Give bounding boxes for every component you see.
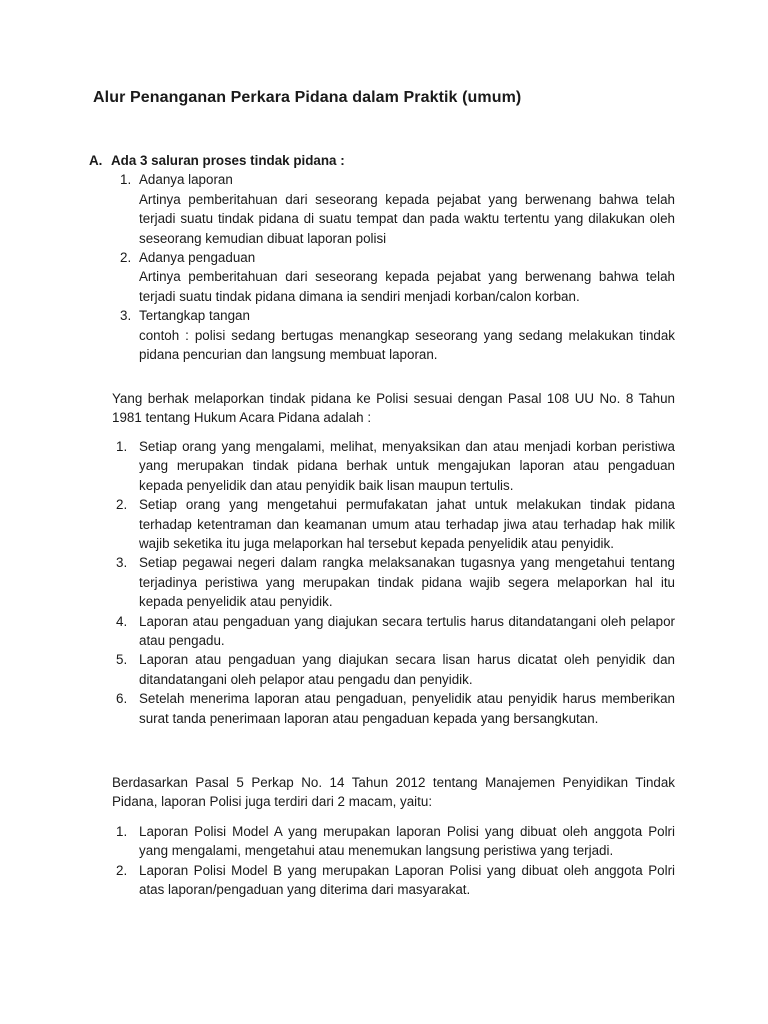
list-item (112, 553, 675, 611)
list-item-text: Laporan Polisi Model A yang merupakan laporan Polisi yang dibuat oleh anggota Polri yang mengalami, mengetahui atau menemukan langsung peristiwa yang terjadi. (139, 824, 675, 859)
list-item-number: 3. (116, 555, 128, 571)
list-item-text: Laporan atau pengaduan yang diajukan secara tertulis harus ditandatangani oleh pelapor atau pengadu. (139, 613, 675, 649)
list-item-description: contoh : polisi sedang bertugas menangkap seseorang yang sedang melakukan tindak pidana pencurian dan langsung membuat laporan. (139, 327, 675, 363)
section-a-list (89, 170, 675, 364)
list-item (112, 689, 675, 728)
list-item-text: Laporan atau pengaduan yang diajukan secara lisan harus dicatat oleh penyidik dan ditandatangani oleh pelapor atau pengadu dan penyidik. (139, 652, 675, 687)
list-item-number: 2. (116, 497, 128, 513)
list-item-number: 3. (120, 308, 132, 324)
list-item-label: Adanya laporan (139, 172, 233, 188)
list-item-number: 5. (116, 652, 128, 668)
list-item-number: 2. (120, 250, 132, 266)
list-item-number: 2. (116, 862, 128, 878)
list-item-text: Laporan Polisi Model B yang merupakan Laporan Polisi yang dibuat oleh anggota Polri atas laporan/pengaduan yang diterima dari masyarakat. (139, 862, 675, 898)
report-model-list (112, 822, 675, 900)
list-item-number: 1. (116, 824, 128, 839)
list-item-number: 1. (120, 172, 132, 188)
paragraph-pasal-108: Yang berhak melaporkan tindak pidana ke Polisi sesuai dengan Pasal 108 UU No. 8 Tahun 1981 tentang Hukum Acara Pidana adalah : (112, 391, 675, 426)
list-item-label: Tertangkap tangan (139, 308, 250, 324)
paragraph-perkap: Berdasarkan Pasal 5 Perkap No. 14 Tahun 2012 tentang Manajemen Penyidikan Tindak Pidana, laporan Polisi juga terdiri dari 2 macam, yaitu: (112, 775, 675, 810)
list-item (112, 861, 675, 900)
list-item (112, 437, 675, 495)
list-item (89, 248, 675, 306)
list-item (89, 306, 675, 364)
list-item-description: Artinya pemberitahuan dari seseorang kepada pejabat yang berwenang bahwa telah terjadi suatu tindak pidana dimana ia sendiri menjadi korban/calon korban. (139, 269, 675, 304)
list-item-text: Setiap orang yang mengetahui permufakatan jahat untuk melakukan tindak pidana terhadap ketentraman dan keamanan umum atau terhadap jiwa atau terhadap hak milik wajib seketika itu juga melaporkan hal tersebut kepada penyelidik atau penyidik. (139, 497, 675, 552)
list-item-number: 1. (116, 439, 128, 454)
section-a-heading-text: Ada 3 saluran proses tindak pidana : (111, 153, 345, 168)
list-item (112, 612, 675, 651)
list-item-number: 4. (116, 613, 128, 629)
list-item (112, 495, 675, 553)
section-a (89, 151, 675, 364)
list-item (112, 822, 675, 861)
list-item-label: Adanya pengaduan (139, 250, 256, 266)
reporter-list (112, 437, 675, 728)
section-a-letter: A. (89, 153, 103, 168)
list-item (89, 170, 675, 248)
list-item-text: Setiap orang yang mengalami, melihat, menyaksikan dan atau menjadi korban peristiwa yang merupakan tindak pidana berhak untuk mengajukan laporan atau pengaduan kepada penyelidik dan atau penyidik baik lisan maupun tertulis. (139, 439, 675, 493)
list-item (112, 650, 675, 689)
list-item-text: Setelah menerima laporan atau pengaduan, penyelidik atau penyidik harus memberikan surat tanda penerimaan laporan atau pengaduan kepada yang bersangkutan. (139, 691, 675, 726)
list-item-number: 6. (116, 691, 128, 707)
section-a-heading (89, 151, 675, 170)
list-item-description: Artinya pemberitahuan dari seseorang kepada pejabat yang berwenang bahwa telah terjadi suatu tindak pidana di suatu tempat dan pada waktu tertentu yang dilakukan oleh seseorang kemudian dibuat laporan polisi (139, 191, 675, 246)
list-item-text: Setiap pegawai negeri dalam rangka melaksanakan tugasnya yang mengetahui tentang terjadinya peristiwa yang merupakan tindak pidana wajib segera melaporkan hal itu kepada penyelidik atau penyidik. (139, 555, 675, 610)
document-title: Alur Penanganan Perkara Pidana dalam Praktik (umum) (93, 89, 522, 106)
